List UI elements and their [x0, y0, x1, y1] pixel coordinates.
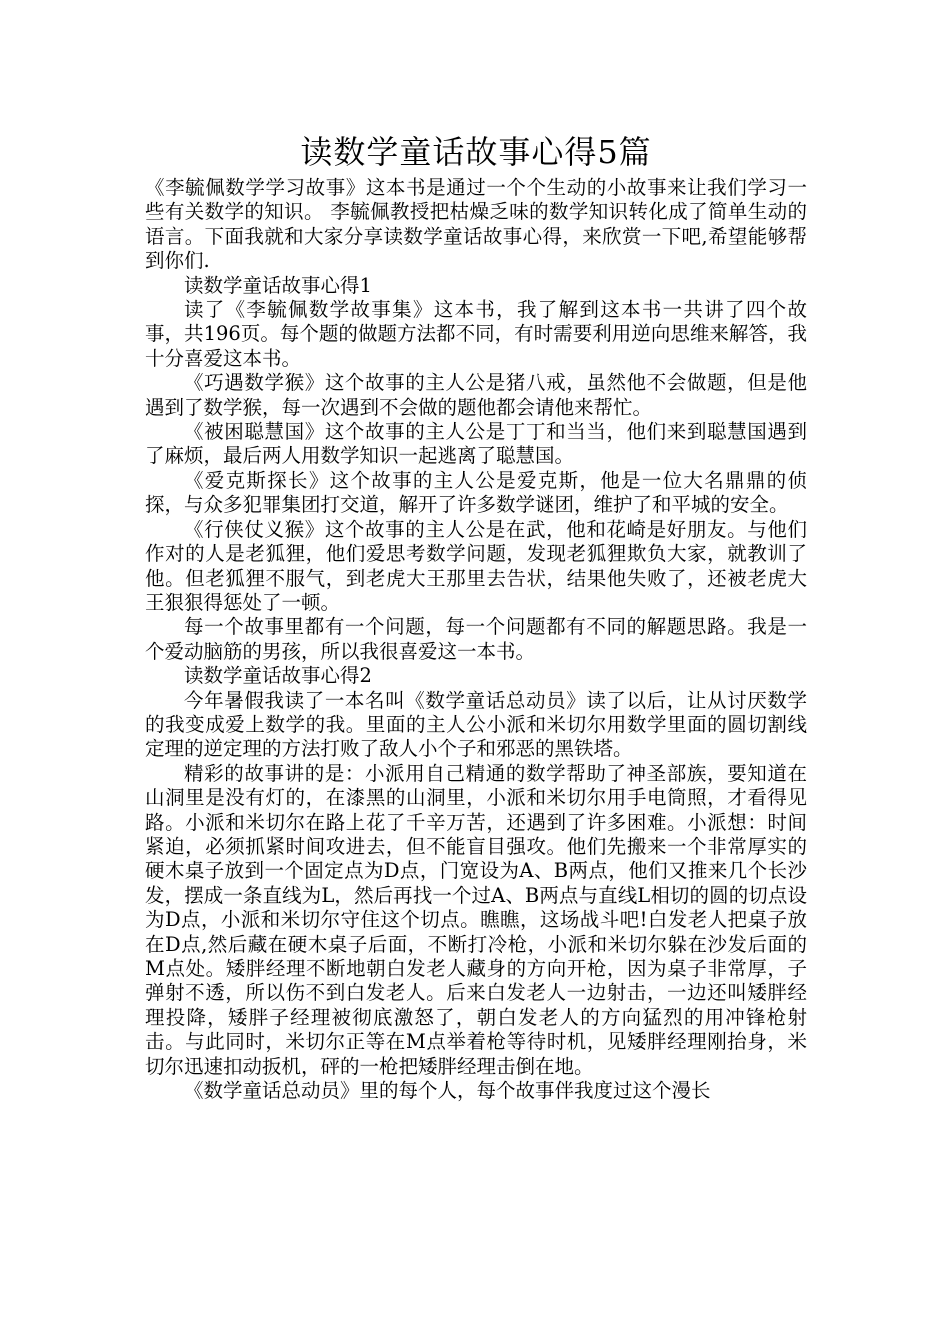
- body-paragraph: 《巧遇数学猴》这个故事的主人公是猪八戒，虽然他不会做题，但是他遇到了数学猴，每一次遇到不会做的题他都会请他来帮忙。: [145, 371, 807, 419]
- body-paragraph: 《被困聪慧国》这个故事的主人公是丁丁和当当，他们来到聪慧国遇到了麻烦，最后两人用数学知识一起逃离了聪慧国。: [145, 420, 807, 468]
- body-paragraph: 精彩的故事讲的是：小派用自己精通的数学帮助了神圣部族，要知道在山洞里是没有灯的，在漆黑的山洞里，小派和米切尔用手电筒照，才看得见路。小派和米切尔在路上花了千辛万苦，还遇到了许多困难。小派想：时间紧迫，必须抓紧时间攻进去，但不能盲目强攻。他们先搬来一个非常厚实的硬木桌子放到一个固定点为D点，门宽设为A、B两点，他们又推来几个长沙发，摆成一条直线为L，然后再找一个过A、B两点与直线L相切的圆的切点设为D点，小派和米切尔守住这个切点。瞧瞧，这场战斗吧!白发老人把桌子放在D点,然后藏在硬木桌子后面，不断打冷枪，小派和米切尔躲在沙发后面的M点处。矮胖经理不断地朝白发老人藏身的方向开枪，因为桌子非常厚，子弹射不透，所以伤不到白发老人。后来白发老人一边射击，一边还叫矮胖经理投降，矮胖子经理被彻底激怒了，朝白发老人的方向猛烈的用冲锋枪射击。与此同时，米切尔正等在M点举着枪等待时机，见矮胖经理刚抬身，米切尔迅速扣动扳机，砰的一枪把矮胖经理击倒在地。: [145, 761, 807, 1078]
- body-paragraph: 《爱克斯探长》这个故事的主人公是爱克斯，他是一位大名鼎鼎的侦探，与众多犯罪集团打交道，解开了许多数学谜团，维护了和平城的安全。: [145, 468, 807, 517]
- body-paragraph: 今年暑假我读了一本名叫《数学童话总动员》读了以后，让从讨厌数学的我变成爱上数学的我。里面的主人公小派和米切尔用数学里面的圆切割线定理的逆定理的方法打败了敌人小个子和邪恶的黑铁塔。: [145, 688, 807, 761]
- body-paragraph: 读了《李毓佩数学故事集》这本书，我了解到这本书一共讲了四个故事，共196页。每个题的做题方法都不同，有时需要利用逆向思维来解答，我十分喜爱这本书。: [145, 298, 807, 370]
- document-body: [145, 130, 807, 1103]
- body-paragraph: 每一个故事里都有一个问题，每一个问题都有不同的解题思路。我是一个爱动脑筋的男孩，所以我很喜爱这一本书。: [145, 615, 807, 663]
- intro-paragraph: 《李毓佩数学学习故事》这本书是通过一个个生动的小故事来让我们学习一些有关数学的知识。 李毓佩教授把枯燥乏味的数学知识转化成了简单生动的语言。下面我就和大家分享读数学童话故事心得，来欣赏一下吧,希望能够帮到你们.: [145, 176, 807, 273]
- body-paragraph: 《行侠仗义猴》这个故事的主人公是在武，他和花崎是好朋友。与他们作对的人是老狐狸，他们爱思考数学问题，发现老狐狸欺负大家，就教训了他。但老狐狸不服气，到老虎大王那里去告状，结果他失败了，还被老虎大王狠狠得惩处了一顿。: [145, 517, 807, 614]
- section-heading-1: 读数学童话故事心得1: [184, 273, 372, 297]
- document-title: 读数学童话故事心得5篇: [300, 133, 652, 171]
- section-heading-2: 读数学童话故事心得2: [184, 664, 372, 688]
- body-paragraph: 《数学童话总动员》里的每个人，每个故事伴我度过这个漫长: [184, 1079, 711, 1103]
